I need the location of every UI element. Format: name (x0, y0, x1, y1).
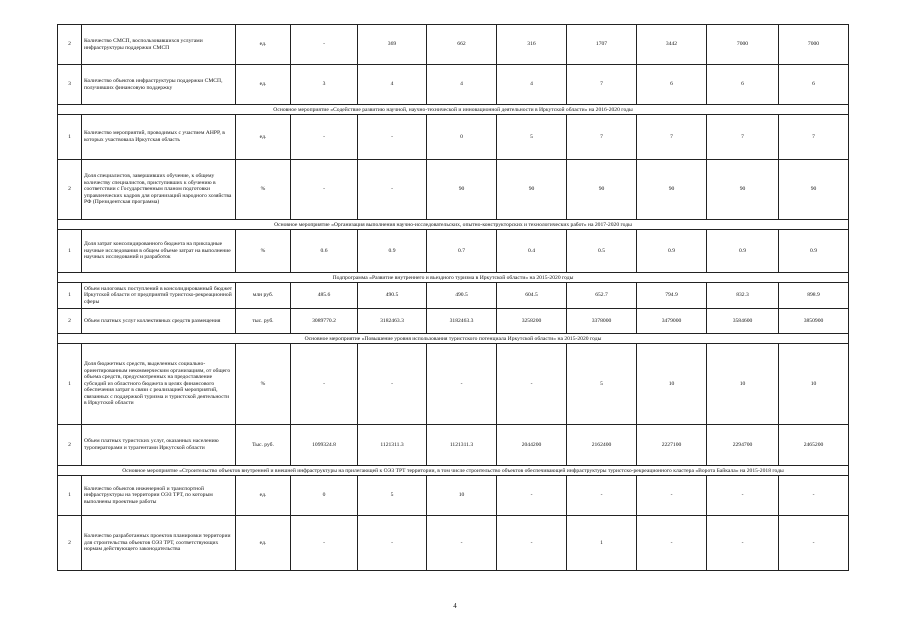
value-cell: 3182463.3 (358, 309, 427, 334)
value-cell: 3442 (637, 25, 707, 65)
value-cell: - (637, 476, 707, 516)
value-cell: 3258200 (497, 309, 567, 334)
value-cell: 7 (567, 65, 637, 105)
row-number-cell: 2 (58, 309, 82, 334)
value-cell: 90 (707, 160, 779, 220)
value-cell: 1707 (567, 25, 637, 65)
value-cell: 1121311.3 (427, 425, 497, 466)
indicator-name-cell: Количество разработанных проектов планировки территории для строительства объектов ОЭЗ ТРТ, соответствующих нормам действующего законодательства (82, 516, 236, 571)
value-cell: 2465200 (779, 425, 849, 466)
value-cell: - (291, 344, 358, 425)
table-row (58, 516, 849, 571)
unit-cell: ед. (236, 516, 291, 571)
value-cell: - (497, 344, 567, 425)
value-cell: - (779, 476, 849, 516)
value-cell: 90 (567, 160, 637, 220)
value-cell: 7 (779, 115, 849, 160)
section-title: Основное мероприятие «Повышение уровня использования туристского потенциала Иркутской области» на 2015-2020 годы (58, 334, 849, 344)
row-number-cell: 1 (58, 230, 82, 273)
value-cell: 0.9 (637, 230, 707, 273)
value-cell: 90 (779, 160, 849, 220)
indicator-name-cell: Доля затрат консолидированного бюджета на прикладные научные исследования в общем объеме затрат на выполнение научных исследований и разработок (82, 230, 236, 273)
value-cell: - (497, 476, 567, 516)
value-cell: 5 (497, 115, 567, 160)
row-number-cell: 1 (58, 344, 82, 425)
unit-cell: млн руб. (236, 283, 291, 309)
value-cell: 4 (497, 65, 567, 105)
unit-cell: ед. (236, 476, 291, 516)
value-cell: 10 (637, 344, 707, 425)
value-cell: 7 (707, 115, 779, 160)
value-cell: - (291, 115, 358, 160)
value-cell: 3850900 (779, 309, 849, 334)
section-title: Основное мероприятие «Содействие развитию научной, научно-технической и инновационной деятельности в Иркутской области» на 2016-2020 годы (58, 105, 849, 115)
unit-cell: тыс. руб. (236, 309, 291, 334)
table-row (58, 25, 849, 65)
value-cell: 0 (427, 115, 497, 160)
section-title: Основное мероприятие «Строительство объектов внутренней и внешней инфраструктуры на прилегающей к ОЭЗ ТРТ территории, в том числе строительство объектов обеспечивающей инфраструктуры туристско-рекреационного кластера «Ворота Байкала» на 2015-2018 годы (58, 466, 849, 476)
table-row (58, 230, 849, 273)
section-header-row (58, 105, 849, 115)
value-cell: 3584600 (707, 309, 779, 334)
value-cell: 3378000 (567, 309, 637, 334)
value-cell: - (291, 25, 358, 65)
value-cell: 10 (779, 344, 849, 425)
value-cell: 0 (291, 476, 358, 516)
indicator-name-cell: Количество объектов инженерной и транспортной инфраструктуры на территории ОЭЗ ТРТ, по которым выполнены проектные работы (82, 476, 236, 516)
value-cell: 662 (427, 25, 497, 65)
value-cell: 652.7 (567, 283, 637, 309)
value-cell: - (707, 516, 779, 571)
value-cell: - (427, 344, 497, 425)
value-cell: 90 (637, 160, 707, 220)
value-cell: 1121311.3 (358, 425, 427, 466)
value-cell: 7000 (707, 25, 779, 65)
section-title: Основное мероприятие «Организация выполнения научно-исследовательских, опытно-конструкторских и технологических работ» на 2017-2020 годы (58, 220, 849, 230)
indicator-name-cell: Объем платных туристских услуг, оказанных населению туроператорами и турагентами Иркутской области (82, 425, 236, 466)
row-number-cell: 1 (58, 115, 82, 160)
table-row (58, 344, 849, 425)
value-cell: 490.5 (358, 283, 427, 309)
unit-cell: Тыс. руб. (236, 425, 291, 466)
value-cell: - (427, 516, 497, 571)
value-cell: 316 (497, 25, 567, 65)
section-header-row (58, 220, 849, 230)
value-cell: 2227100 (637, 425, 707, 466)
row-number-cell: 2 (58, 160, 82, 220)
value-cell: 0.6 (291, 230, 358, 273)
value-cell: - (291, 516, 358, 571)
value-cell: 485.6 (291, 283, 358, 309)
value-cell: 3182463.3 (427, 309, 497, 334)
table-row (58, 65, 849, 105)
value-cell: 10 (707, 344, 779, 425)
indicators-table (57, 24, 849, 571)
value-cell: - (358, 115, 427, 160)
value-cell: - (707, 476, 779, 516)
value-cell: 898.9 (779, 283, 849, 309)
row-number-cell: 1 (58, 283, 82, 309)
table-row (58, 309, 849, 334)
value-cell: 0.9 (358, 230, 427, 273)
value-cell: 0.9 (707, 230, 779, 273)
value-cell: 6 (637, 65, 707, 105)
value-cell: 2294700 (707, 425, 779, 466)
row-number-cell: 2 (58, 516, 82, 571)
value-cell: 0.5 (567, 230, 637, 273)
value-cell: 0.7 (427, 230, 497, 273)
table-row (58, 425, 849, 466)
section-title: Подпрограмма «Развитие внутреннего и въездного туризма в Иркутской области» на 2015-2020 годы (58, 273, 849, 283)
indicator-name-cell: Количество мероприятий, проводимых с участием АНРР, в которых участвовала Иркутская область (82, 115, 236, 160)
value-cell: - (291, 160, 358, 220)
value-cell: 2162400 (567, 425, 637, 466)
value-cell: 90 (427, 160, 497, 220)
value-cell: - (779, 516, 849, 571)
row-number-cell: 2 (58, 425, 82, 466)
value-cell: 5 (567, 344, 637, 425)
value-cell: - (567, 476, 637, 516)
value-cell: - (637, 516, 707, 571)
unit-cell: % (236, 230, 291, 273)
value-cell: 2044200 (497, 425, 567, 466)
value-cell: 604.5 (497, 283, 567, 309)
value-cell: 5 (358, 476, 427, 516)
value-cell: 4 (358, 65, 427, 105)
page-number: 4 (453, 602, 457, 610)
table-row (58, 283, 849, 309)
value-cell: 832.3 (707, 283, 779, 309)
section-header-row (58, 273, 849, 283)
table-row (58, 115, 849, 160)
value-cell: 3 (291, 65, 358, 105)
indicator-name-cell: Доля специалистов, завершивших обучение, к общему количеству специалистов, приступивших к обучению в соответствии с Государственным планом подготовки управленческих кадров для организаций народного хозяйства РФ (Президентская программа) (82, 160, 236, 220)
value-cell: 7000 (779, 25, 849, 65)
value-cell: 794.9 (637, 283, 707, 309)
value-cell: 90 (497, 160, 567, 220)
value-cell: 6 (779, 65, 849, 105)
value-cell: 0.9 (779, 230, 849, 273)
section-header-row (58, 466, 849, 476)
indicator-name-cell: Количество объектов инфраструктуры поддержки СМСП, получивших финансовую поддержку (82, 65, 236, 105)
table-row (58, 160, 849, 220)
table-row (58, 476, 849, 516)
unit-cell: % (236, 160, 291, 220)
value-cell: 4 (427, 65, 497, 105)
row-number-cell: 3 (58, 65, 82, 105)
value-cell: 10 (427, 476, 497, 516)
value-cell: - (358, 516, 427, 571)
value-cell: - (358, 344, 427, 425)
value-cell: 7 (567, 115, 637, 160)
section-header-row (58, 334, 849, 344)
value-cell: 6 (707, 65, 779, 105)
indicator-name-cell: Доля бюджетных средств, выделенных социально-ориентированным некоммерческим организациям, от общего объема средств, предусмотренных на предоставление субсидий из областного бюджета в целях финансового обеспечения затрат в связи с реализацией мероприятий, связанных с поддержкой туризма и туристской деятельности в Иркутской области (82, 344, 236, 425)
indicator-name-cell: Объем налоговых поступлений в консолидированный бюджет Иркутской области от предприятий туристско-рекреационной сферы (82, 283, 236, 309)
unit-cell: ед. (236, 115, 291, 160)
value-cell: 3479000 (637, 309, 707, 334)
value-cell: 3089770.2 (291, 309, 358, 334)
unit-cell: % (236, 344, 291, 425)
value-cell: - (497, 516, 567, 571)
value-cell: 490.5 (427, 283, 497, 309)
unit-cell: ед. (236, 65, 291, 105)
value-cell: 1 (567, 516, 637, 571)
row-number-cell: 2 (58, 25, 82, 65)
value-cell: 1099324.8 (291, 425, 358, 466)
indicator-name-cell: Объем платных услуг коллективных средств размещения (82, 309, 236, 334)
unit-cell: ед. (236, 25, 291, 65)
value-cell: 0.4 (497, 230, 567, 273)
row-number-cell: 1 (58, 476, 82, 516)
value-cell: 7 (637, 115, 707, 160)
value-cell: 369 (358, 25, 427, 65)
value-cell: - (358, 160, 427, 220)
indicator-name-cell: Количество СМСП, воспользовавшихся услугами инфраструктуры поддержки СМСП (82, 25, 236, 65)
